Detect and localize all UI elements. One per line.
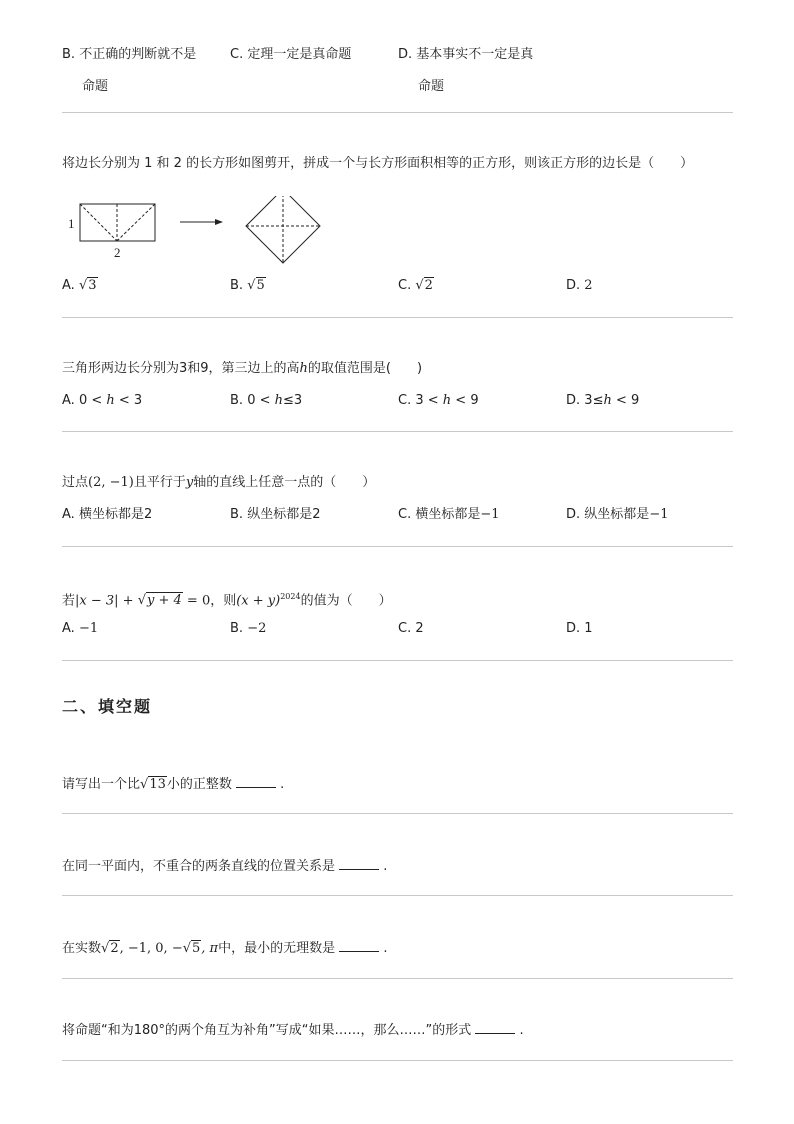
option-c: C. 横坐标都是−1	[398, 507, 500, 522]
option-b: B. −2	[230, 621, 267, 636]
answer-blank[interactable]	[339, 939, 379, 952]
sqrt: √13	[140, 777, 166, 792]
question-stem: 三角形两边长分别为3和9，第三边上的高h的取值范围是( )	[62, 361, 423, 376]
option-c: C. √2	[398, 278, 433, 293]
divider	[62, 978, 733, 979]
cut-line	[80, 204, 117, 241]
answer-blank[interactable]	[475, 1021, 515, 1034]
divider	[62, 431, 733, 432]
question-stem: 过点(2, −1)且平行于y轴的直线上任意一点的（ ）	[62, 475, 376, 490]
option-a: A. 横坐标都是2	[62, 507, 153, 522]
option-d-line2: 命题	[418, 79, 445, 94]
divider	[62, 660, 733, 661]
cut-line	[117, 204, 155, 241]
sqrt: √5	[182, 941, 201, 956]
answer-blank[interactable]	[236, 775, 276, 788]
option-d: D. 纵坐标都是−1	[566, 507, 669, 522]
sqrt: √2	[415, 278, 433, 293]
option-b: B. 纵坐标都是2	[230, 507, 321, 522]
sqrt: √5	[247, 278, 265, 293]
option-d: D. 3≤h < 9	[566, 393, 640, 408]
sqrt: √3	[78, 278, 97, 293]
option-b: B. 不正确的判断就不是	[62, 47, 197, 62]
option-a: A. 0 < h < 3	[62, 393, 143, 408]
section-title: 二、填空题	[62, 697, 153, 716]
option-c: C. 3 < h < 9	[398, 393, 479, 408]
question-stem: 若|x − 3| + √y + 4 = 0，则$(x + y)^{2024}$的值为（ ）	[62, 592, 392, 609]
arrow-head-icon	[215, 219, 223, 225]
fill-question: 在同一平面内，不重合的两条直线的位置关系是 .	[62, 859, 388, 874]
option-a: A. √3	[62, 278, 97, 293]
fill-question: 将命题“和为180°的两个角互为补角”写成“如果……，那么……”的形式 .	[62, 1023, 524, 1038]
question-stem: 将边长分别为 1 和 2 的长方形如图剪开，拼成一个与长方形面积相等的正方形，则该正方形的边长是（ ）	[62, 156, 694, 171]
divider	[62, 1060, 733, 1061]
option-c: C. 2	[398, 621, 424, 636]
option-b: B. 0 < h≤3	[230, 393, 303, 408]
option-b-line2: 命题	[82, 79, 109, 94]
answer-blank[interactable]	[339, 857, 379, 870]
divider	[62, 546, 733, 547]
option-d: D. 2	[566, 278, 593, 293]
option-c: C. 定理一定是真命题	[230, 47, 352, 62]
option-d: D. 基本事实不一定是真	[398, 47, 534, 62]
fill-question: 在实数√2, −1, 0, −√5, π中，最小的无理数是 .	[62, 941, 388, 956]
divider	[62, 895, 733, 896]
fill-question: 请写出一个比√13小的正整数 .	[62, 777, 285, 792]
divider	[62, 112, 733, 113]
rect-bottom-label: 2	[114, 245, 121, 260]
rect-side-label: 1	[68, 216, 75, 231]
divider	[62, 813, 733, 814]
option-a: A. −1	[62, 621, 99, 636]
divider	[62, 317, 733, 318]
sqrt: √2	[101, 941, 119, 956]
square-cut-figure	[62, 196, 332, 268]
option-d: D. 1	[566, 621, 593, 636]
sqrt: √y + 4	[137, 593, 182, 609]
option-b: B. √5	[230, 278, 265, 293]
